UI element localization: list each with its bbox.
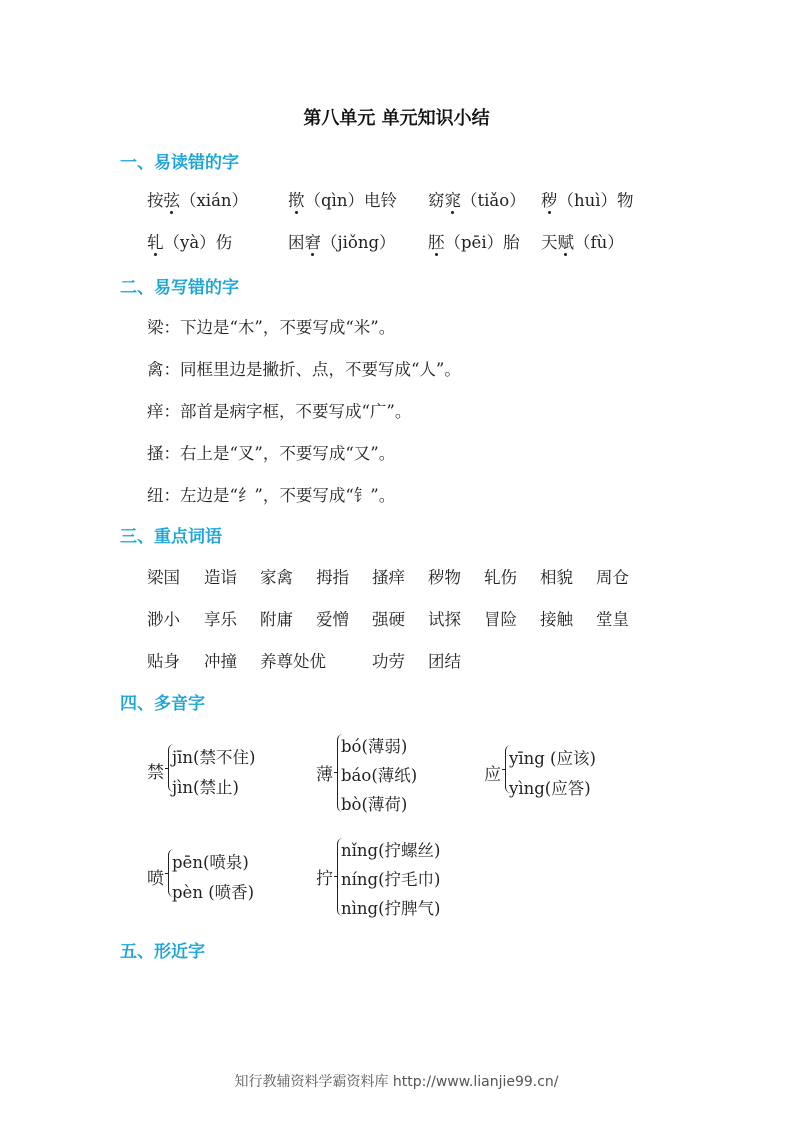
key-word: 团结	[428, 652, 461, 671]
key-word: 贴身	[147, 652, 180, 671]
key-word: 堂皇	[596, 610, 629, 629]
easy-misread-item: 秽（huì）物	[541, 191, 634, 210]
key-word: 相貌	[540, 568, 573, 587]
easy-misread-item: 天赋（fù）	[541, 233, 624, 252]
easy-misread-item: 按弦（xián）	[147, 191, 249, 210]
brace-tip	[165, 873, 169, 874]
key-word: 渺小	[147, 610, 180, 629]
easy-misread-item: 揿（qìn）电铃	[288, 191, 397, 210]
key-word: 冒险	[484, 610, 517, 629]
section-heading-3: 三、重点词语	[120, 527, 222, 547]
brace-tip	[165, 768, 169, 769]
section-heading-2: 二、易写错的字	[120, 278, 239, 298]
key-word: 冲撞	[204, 652, 237, 671]
miswrite-line: 痒：部首是病字框，不要写成“广”。	[147, 402, 412, 421]
key-word: 周仓	[596, 568, 629, 587]
easy-misread-item: 胚（pēi）胎	[428, 233, 520, 252]
key-word: 造诣	[204, 568, 237, 587]
key-word: 强硬	[372, 610, 405, 629]
polyphone-reading: nìng(拧脾气)	[341, 899, 441, 918]
polyphone-reading: níng(拧毛巾)	[341, 870, 441, 889]
polyphone-reading: pēn(喷泉)	[172, 853, 249, 872]
polyphone-reading: jìn(禁止)	[172, 778, 239, 797]
footer-watermark: 知行教辅资料学霸资料库 http://www.lianjie99.cn/	[234, 1074, 559, 1090]
polyphone-reading: pèn (喷香)	[172, 883, 255, 902]
polyphone-reading: báo(薄纸)	[341, 766, 418, 785]
easy-misread-item: 轧（yà）伤	[147, 233, 233, 252]
page-title: 第八单元 单元知识小结	[303, 108, 490, 129]
key-word: 养尊处优	[260, 652, 326, 671]
polyphone-reading: bó(薄弱)	[341, 737, 408, 756]
polyphone-char: 薄	[316, 765, 333, 785]
brace-tip	[502, 769, 506, 770]
polyphone-char: 禁	[147, 763, 164, 783]
polyphone-reading: jīn(禁不住)	[172, 748, 256, 767]
section-heading-1: 一、易读错的字	[120, 153, 239, 173]
easy-misread-item: 困窘（jiǒng）	[288, 233, 396, 252]
key-word: 轧伤	[484, 568, 517, 587]
key-word: 功劳	[372, 652, 405, 671]
key-word: 试探	[428, 610, 461, 629]
easy-misread-item: 窈窕（tiǎo）	[428, 191, 526, 210]
key-word: 梁国	[147, 568, 180, 587]
section-heading-4: 四、多音字	[120, 694, 205, 714]
polyphone-reading: yīng (应该)	[509, 749, 596, 768]
polyphone-reading: yìng(应答)	[509, 779, 591, 798]
brace-tip	[334, 876, 338, 877]
brace-tip	[334, 772, 338, 773]
miswrite-line: 梁：下边是“木”，不要写成“米”。	[147, 318, 396, 337]
key-word: 接触	[540, 610, 573, 629]
polyphone-char: 拧	[316, 869, 333, 889]
miswrite-line: 禽：同框里边是撇折、点，不要写成“人”。	[147, 360, 461, 379]
polyphone-char: 应	[484, 765, 501, 785]
key-word: 搔痒	[372, 568, 405, 587]
polyphone-reading: bò(薄荷)	[341, 795, 408, 814]
miswrite-line: 纽：左边是“纟”，不要写成“钅”。	[147, 486, 396, 505]
key-word: 爱憎	[316, 610, 349, 629]
key-word: 家禽	[260, 568, 293, 587]
polyphone-reading: nǐng(拧螺丝)	[341, 841, 441, 860]
key-word: 享乐	[204, 610, 237, 629]
key-word: 秽物	[428, 568, 461, 587]
key-word: 附庸	[260, 610, 293, 629]
key-word: 拇指	[316, 568, 349, 587]
miswrite-line: 搔：右上是“叉”，不要写成“又”。	[147, 444, 396, 463]
section-heading-5: 五、形近字	[120, 942, 205, 962]
polyphone-char: 喷	[147, 869, 164, 889]
